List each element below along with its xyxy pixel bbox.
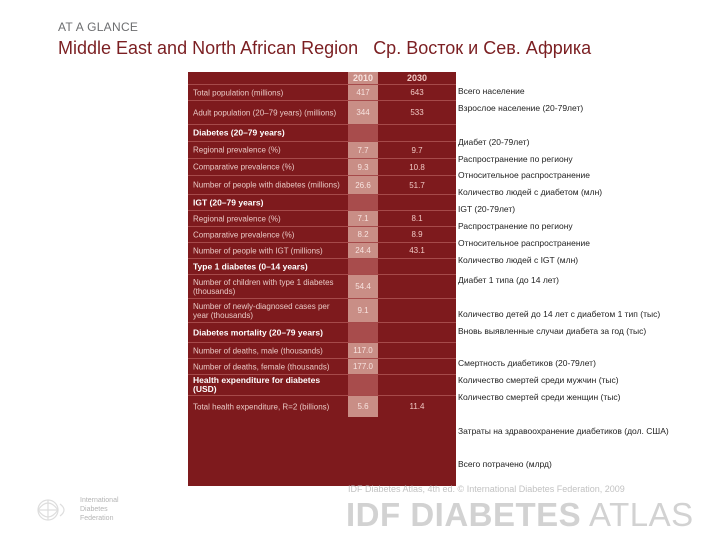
title-russian: Ср. Восток и Сев. Африка	[373, 38, 592, 58]
row-label: Total health expenditure, R=2 (billions)	[193, 402, 330, 411]
translation-label: IGT (20-79лет)	[458, 204, 516, 214]
value-2030: 533	[410, 108, 424, 117]
row-label: Number of deaths, female (thousands)	[193, 362, 330, 371]
value-2010: 9.1	[348, 299, 378, 322]
row-label: Number of newly-diagnosed cases per year (thousands)	[193, 301, 330, 320]
row-label: Comparative prevalence (%)	[193, 230, 295, 239]
value-2030	[402, 125, 432, 141]
translation-label: Количество смертей среди мужчин (тыс)	[458, 375, 619, 385]
logo-line-2: Diabetes	[80, 506, 108, 513]
row-label: Number of people with diabetes (millions)	[193, 180, 340, 190]
table-row	[188, 395, 456, 417]
translation-label: Количество людей с диабетом (млн)	[458, 187, 603, 197]
translation-label: Распространение по региону	[458, 221, 573, 231]
translation-label: Смертность диабетиков (20-79лет)	[458, 358, 596, 368]
value-2030	[402, 275, 432, 298]
value-2010: 177.0	[348, 359, 378, 374]
value-2030	[402, 299, 432, 322]
section-label: IGT (20–79 years)	[193, 197, 264, 207]
table-row	[188, 175, 456, 194]
translation-label: Затраты на здравоохранение диабетиков (дол. США)	[458, 426, 669, 436]
row-label: Number of children with type 1 diabetes (thousands)	[193, 277, 334, 296]
value-2010	[348, 259, 378, 274]
page-title	[58, 38, 601, 59]
row-label: Adult population (20–79 years) (millions)	[193, 108, 337, 117]
translation-label: Относительное распространение	[458, 238, 591, 248]
table-row	[188, 100, 456, 124]
table-row	[188, 342, 456, 358]
row-label: Comparative prevalence (%)	[193, 162, 295, 172]
value-2010: 8.2	[348, 227, 378, 242]
value-2010	[348, 323, 378, 342]
column-2010-header: 2010	[348, 72, 378, 84]
row-label: Regional prevalence (%)	[193, 145, 281, 155]
value-2030: 8.9	[411, 230, 423, 239]
translation-label: Вновь выявленные случаи диабета за год (тыс)	[458, 326, 647, 336]
value-2030	[402, 259, 432, 274]
value-2010: 417	[348, 85, 378, 100]
title-english: Middle East and North African Region	[58, 38, 359, 58]
value-2030: 8.1	[411, 214, 423, 223]
value-2010: 26.6	[348, 176, 378, 194]
row-label: Total population (millions)	[193, 88, 284, 97]
value-2030: 51.7	[409, 180, 425, 190]
translation-label: Всего население	[458, 86, 525, 96]
section-header-row	[188, 374, 456, 395]
section-label: Type 1 diabetes (0–14 years)	[193, 261, 308, 271]
value-2010: 7.1	[348, 211, 378, 226]
table-row	[188, 358, 456, 374]
table-row	[188, 274, 456, 298]
translation-label: Количество детей до 14 лет с диабетом 1 тип (тыс)	[458, 309, 661, 319]
table-body	[188, 84, 456, 417]
translation-label: Диабет (20-79лет)	[458, 137, 530, 147]
table-header	[188, 72, 456, 84]
logo-text	[80, 496, 119, 523]
column-2030-header: 2030	[406, 73, 428, 83]
data-table	[188, 72, 456, 417]
row-label: Regional prevalence (%)	[193, 214, 281, 223]
translation-label: Количество смертей среди женщин (тыс)	[458, 392, 621, 402]
value-2030	[402, 359, 432, 374]
value-2030: 10.8	[409, 162, 425, 172]
source-credit: IDF Diabetes Atlas, 4th ed. © International Diabetes Federation, 2009	[348, 484, 625, 494]
value-2030	[402, 323, 432, 342]
value-2030	[402, 343, 432, 358]
row-label: Number of deaths, male (thousands)	[193, 346, 323, 355]
logo-line-3: Federation	[80, 515, 114, 522]
value-2030: 43.1	[409, 246, 425, 255]
value-2010	[348, 125, 378, 141]
table-row	[188, 210, 456, 226]
table-row	[188, 84, 456, 100]
value-2030	[402, 375, 432, 395]
table-row	[188, 242, 456, 258]
section-header-row	[188, 124, 456, 141]
section-header-row	[188, 258, 456, 274]
table-row	[188, 141, 456, 158]
value-2010: 344	[348, 101, 378, 124]
translation-label: Взрослое население (20-79лет)	[458, 103, 584, 113]
row-label: Number of people with IGT (millions)	[193, 246, 323, 255]
table-row	[188, 298, 456, 322]
value-2010: 54.4	[348, 275, 378, 298]
value-2030: 643	[410, 88, 424, 97]
table-row	[188, 158, 456, 175]
translation-label: Диабет 1 типа (до 14 лет)	[458, 275, 559, 285]
section-label: Diabetes (20–79 years)	[193, 127, 285, 138]
translation-label: Количество людей с IGT (млн)	[458, 255, 579, 265]
kicker-label: AT A GLANCE	[58, 20, 139, 34]
translation-label: Всего потрачено (млрд)	[458, 459, 552, 469]
translation-label: Относительное распространение	[458, 170, 591, 180]
section-label: Diabetes mortality (20–79 years)	[193, 327, 323, 337]
section-label: Health expenditure for diabetes (USD)	[193, 375, 321, 394]
value-2010	[348, 195, 378, 210]
wordmark-bold: IDF DIABETES	[346, 496, 582, 533]
value-2030: 9.7	[411, 145, 423, 155]
atlas-wordmark	[346, 496, 694, 534]
value-2010	[348, 375, 378, 395]
value-2010: 9.3	[348, 159, 378, 175]
section-header-row	[188, 322, 456, 342]
section-header-row	[188, 194, 456, 210]
value-2010: 24.4	[348, 243, 378, 258]
translation-label: Распространение по региону	[458, 154, 573, 164]
value-2010: 5.6	[348, 396, 378, 417]
wordmark-light: ATLAS	[589, 496, 694, 533]
table-row	[188, 226, 456, 242]
value-2030: 11.4	[409, 402, 425, 411]
value-2010: 117.0	[348, 343, 378, 358]
value-2010: 7.7	[348, 142, 378, 158]
value-2030	[402, 195, 432, 210]
logo-line-1: International	[80, 497, 119, 504]
